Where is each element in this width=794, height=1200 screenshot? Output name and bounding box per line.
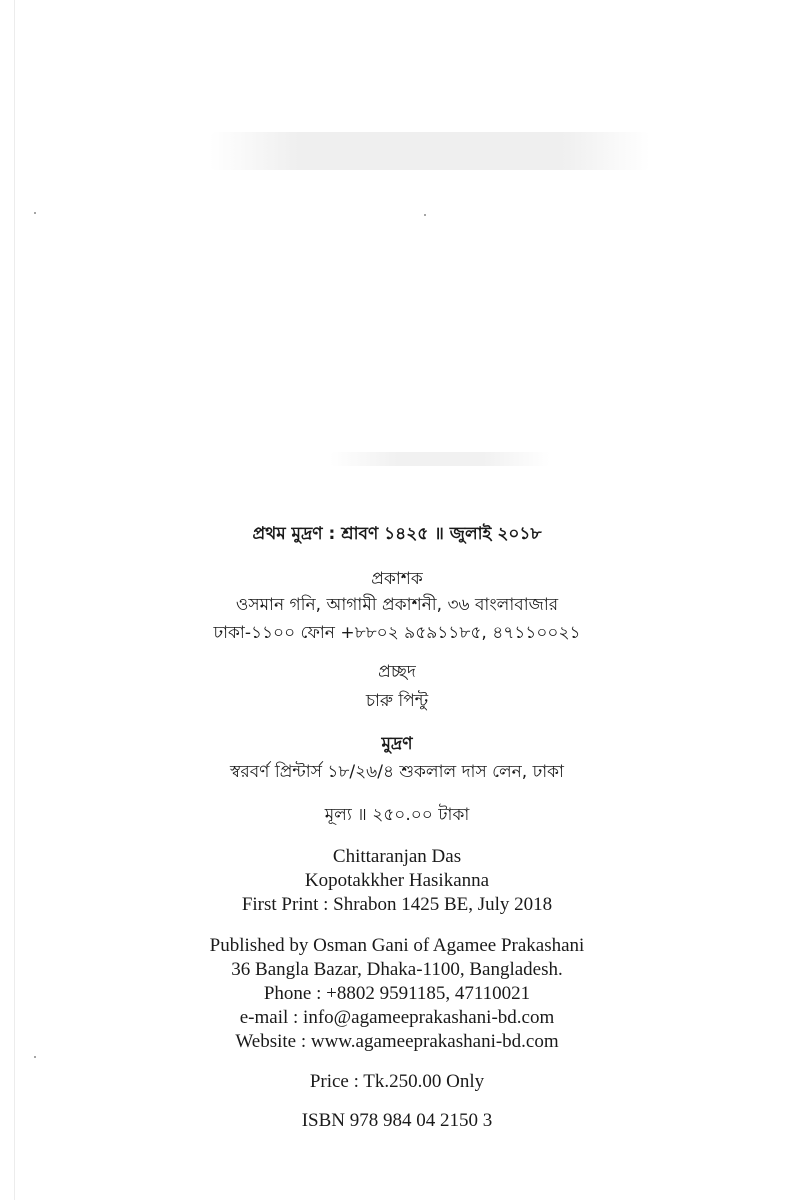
bleed-through-line [330, 452, 550, 466]
first-print-bangla: প্রথম মুদ্রণ : শ্রাবণ ১৪২৫ ॥ জুলাই ২০১৮ [252, 524, 542, 544]
price-bangla: মূল্য ॥ ২৫০.০০ টাকা [324, 805, 470, 825]
paper-speck [424, 214, 426, 216]
price-english: Price : Tk.250.00 Only [309, 1071, 485, 1092]
book-title: Kopotakkher Hasikanna [304, 870, 490, 891]
printer-line: স্বরবর্ণ প্রিন্টার্স ১৮/২৬/৪ শুকলাল দাস লেন, ঢাকা [230, 762, 564, 782]
paper-speck [34, 212, 36, 214]
cover-heading: প্রচ্ছদ [378, 662, 416, 682]
printer-heading: মুদ্রণ [381, 734, 413, 754]
publisher-line-1: ওসমান গনি, আগামী প্রকাশনী, ৩৬ বাংলাবাজার [235, 595, 559, 615]
isbn: ISBN 978 984 04 2150 3 [301, 1110, 493, 1131]
publisher-heading: প্রকাশক [371, 569, 423, 589]
cover-artist: চারু পিন্টু [365, 691, 429, 711]
publisher-phone: Phone : +8802 9591185, 47110021 [263, 983, 531, 1004]
bleed-through-title [210, 132, 650, 170]
published-by: Published by Osman Gani of Agamee Prakashani [209, 935, 585, 956]
publisher-address: 36 Bangla Bazar, Dhaka-1100, Bangladesh. [231, 959, 563, 980]
paper-speck [34, 1056, 36, 1058]
publisher-line-2: ঢাকা-১১০০ ফোন +৮৮০২ ৯৫৯১১৮৫, ৪৭১১০০২১ [213, 623, 581, 643]
publisher-website: Website : www.agameeprakashani-bd.com [235, 1031, 559, 1052]
first-print-english: First Print : Shrabon 1425 BE, July 2018 [241, 894, 553, 915]
author-name: Chittaranjan Das [332, 846, 462, 867]
publisher-email: e-mail : info@agameeprakashani-bd.com [239, 1007, 555, 1028]
